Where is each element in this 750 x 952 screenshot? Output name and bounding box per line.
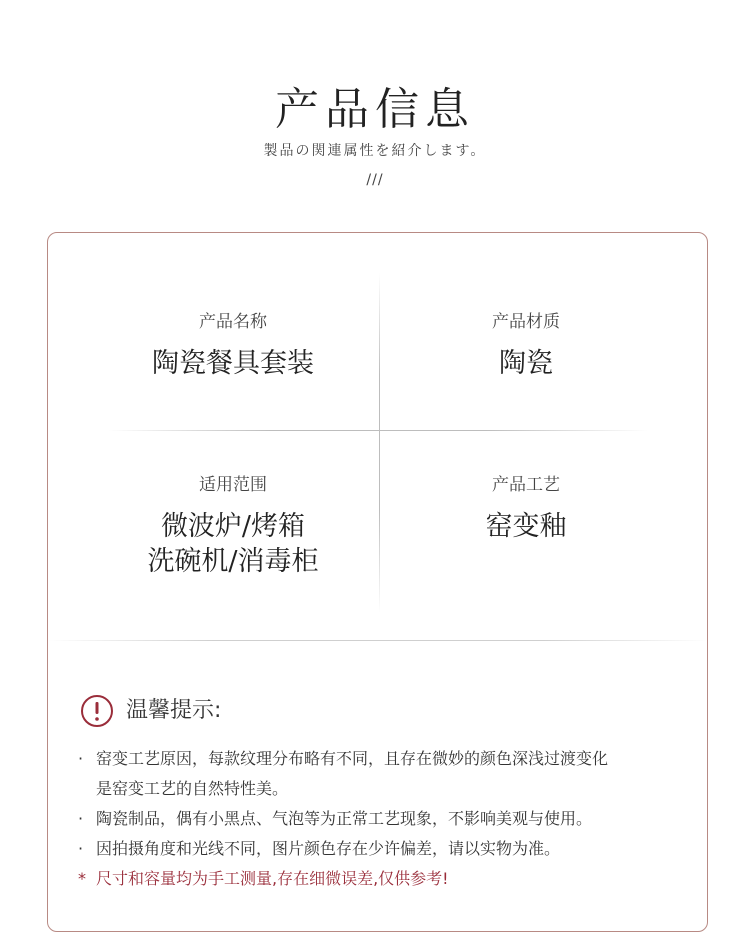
title-decoration: /// — [366, 172, 384, 188]
tip-line: 窑变工艺原因，每款纹理分布略有不同，且存在微妙的颜色深浅过渡变化 — [96, 749, 609, 768]
info-label: 适用范围 — [199, 475, 267, 495]
tip-item-warning — [78, 864, 688, 894]
info-value — [83, 509, 383, 579]
tip-line: 尺寸和容量均为手工测量,存在细微误差,仅供参考! — [96, 869, 449, 888]
tips-title: 温馨提示: — [126, 698, 222, 723]
page-subtitle: 製品の関連属性を紹介します。 — [263, 143, 487, 159]
info-cell-material — [376, 310, 676, 381]
info-label: 产品名称 — [199, 312, 267, 332]
info-label: 产品工艺 — [492, 475, 560, 495]
tips-list — [78, 744, 688, 894]
info-value-line: 洗碗机/消毒柜 — [147, 546, 319, 577]
info-value-line: 微波炉/烤箱 — [160, 511, 306, 542]
page-title: 产品信息 — [275, 84, 475, 135]
tip-bullet: · — [78, 809, 84, 828]
info-value-line: 陶瓷 — [499, 348, 553, 379]
tip-bullet: · — [78, 749, 84, 768]
info-value-line: 窑变釉 — [485, 511, 567, 542]
tip-item — [78, 834, 688, 864]
info-value — [376, 509, 676, 544]
section-divider — [48, 640, 708, 641]
product-info-card — [47, 232, 708, 932]
info-cell-craft — [376, 473, 676, 544]
tip-line: 因拍摄角度和光线不同，图片颜色存在少许偏差，请以实物为准。 — [96, 839, 561, 858]
tip-item — [78, 804, 688, 834]
tip-line: 陶瓷制品，偶有小黑点、气泡等为正常工艺现象，不影响美观与使用。 — [96, 809, 593, 828]
info-label: 产品材质 — [492, 312, 560, 332]
info-value-line: 陶瓷餐具套装 — [152, 348, 314, 379]
grid-horizontal-divider — [108, 430, 648, 431]
info-cell-product-name — [83, 310, 383, 381]
info-value — [83, 346, 383, 381]
info-cell-usage — [83, 473, 383, 579]
tip-bullet: · — [78, 839, 84, 858]
info-value — [376, 346, 676, 381]
alert-circle-icon — [80, 694, 114, 728]
tip-item — [78, 744, 688, 804]
tip-line: 是窑变工艺的自然特性美。 — [96, 779, 289, 798]
tip-bullet: * — [78, 869, 86, 888]
